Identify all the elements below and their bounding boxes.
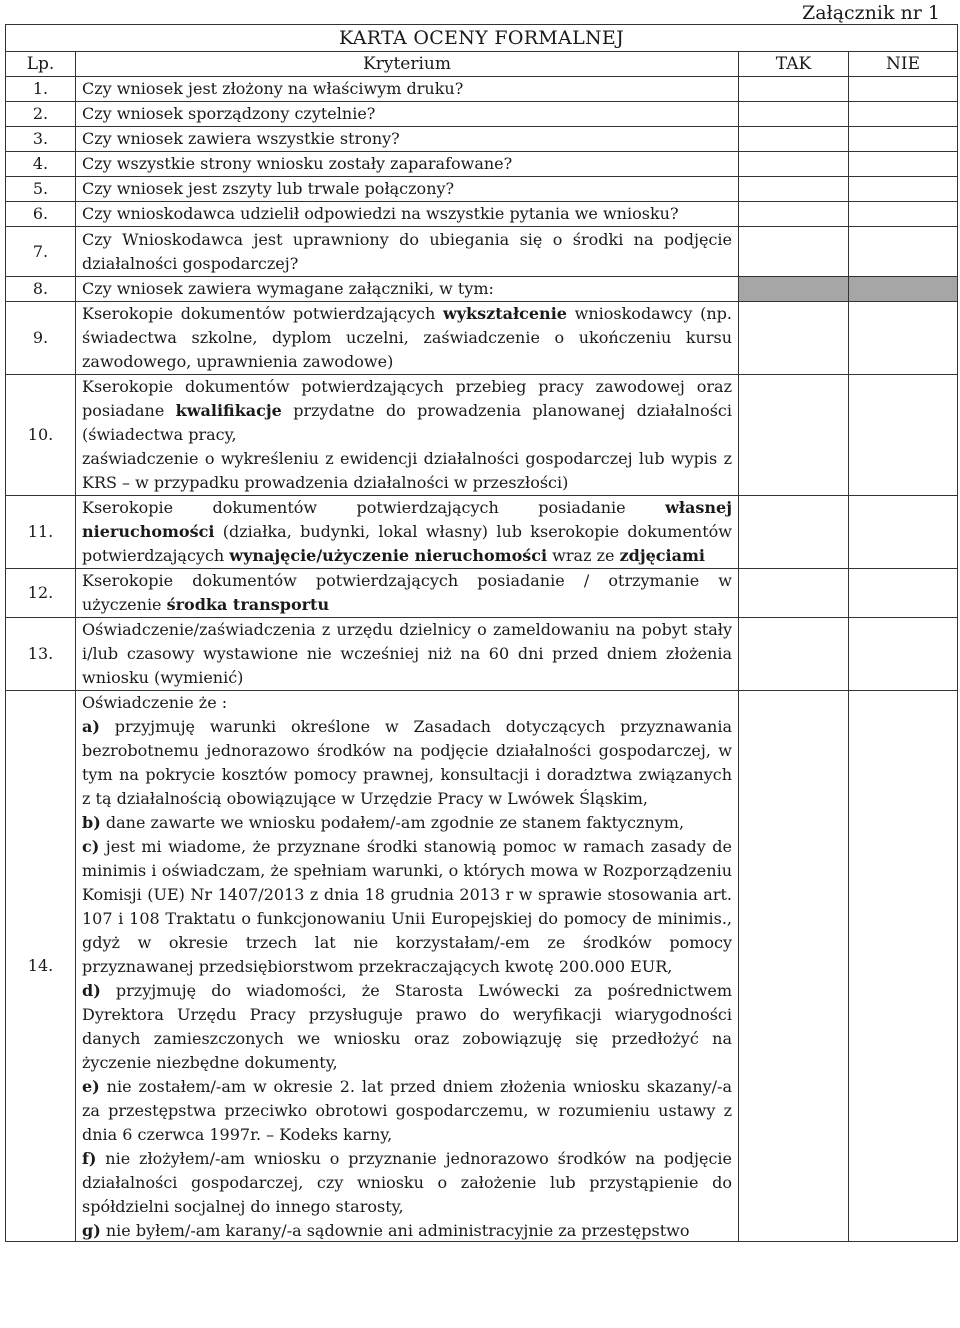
row-number: 12.: [6, 569, 76, 618]
formal-assessment-table: [5, 24, 958, 1242]
table-row: [6, 375, 958, 496]
keyword: zdjęciami: [619, 546, 705, 565]
table-row: [6, 227, 958, 277]
yes-cell[interactable]: [739, 618, 849, 691]
row-number: 8.: [6, 277, 76, 302]
table-row: [6, 127, 958, 152]
yes-cell[interactable]: [739, 302, 849, 375]
yes-cell[interactable]: [739, 127, 849, 152]
no-cell[interactable]: [849, 302, 958, 375]
no-cell[interactable]: [849, 496, 958, 569]
keyword: wykształcenie: [442, 304, 567, 323]
yes-cell[interactable]: [739, 691, 849, 1242]
table-row: [6, 569, 958, 618]
yes-cell[interactable]: [739, 569, 849, 618]
criterion-text: Czy wniosek jest złożony na właściwym druku?: [76, 77, 739, 102]
no-cell[interactable]: [849, 227, 958, 277]
criterion-text: Czy Wnioskodawca jest uprawniony do ubiegania się o środki na podjęcie działalności gospodarczej?: [76, 227, 739, 277]
table-row: [6, 177, 958, 202]
yes-cell[interactable]: [739, 152, 849, 177]
row-number: 13.: [6, 618, 76, 691]
criterion-text: Czy wniosek sporządzony czytelnie?: [76, 102, 739, 127]
yes-cell[interactable]: [739, 177, 849, 202]
keyword: kwalifikacje: [175, 401, 282, 420]
criterion-text: Czy wniosek jest zszyty lub trwale połączony?: [76, 177, 739, 202]
table-row: [6, 618, 958, 691]
no-cell[interactable]: [849, 77, 958, 102]
row-number: 2.: [6, 102, 76, 127]
no-cell[interactable]: [849, 569, 958, 618]
yes-cell[interactable]: [739, 375, 849, 496]
yes-cell[interactable]: [739, 496, 849, 569]
table-row: [6, 102, 958, 127]
criterion-text: Czy wniosek zawiera wymagane załączniki, w tym:: [76, 277, 739, 302]
yes-cell[interactable]: [739, 202, 849, 227]
table-row: [6, 691, 958, 1242]
criterion-text: Kserokopie dokumentów potwierdzających posiadanie własnej nieruchomości (działka, budynki, lokal własny) lub kserokopie dokumentów potwierdzających wynajęcie/użyczenie nieruchomości wraz ze zdjęciami: [76, 496, 739, 569]
header-row: [6, 52, 958, 77]
header-lp: Lp.: [6, 52, 76, 77]
title-row: [6, 25, 958, 52]
attachment-label: Załącznik nr 1: [802, 2, 940, 24]
criterion-text: Czy wniosek zawiera wszystkie strony?: [76, 127, 739, 152]
row-number: 5.: [6, 177, 76, 202]
table-row: [6, 302, 958, 375]
no-cell[interactable]: [849, 127, 958, 152]
row-number: 7.: [6, 227, 76, 277]
yes-cell-disabled: [739, 277, 849, 302]
yes-cell[interactable]: [739, 102, 849, 127]
criterion-text: Kserokopie dokumentów potwierdzających przebieg pracy zawodowej oraz posiadane kwalifikacje przydatne do prowadzenia planowanej działalności (świadectwa pracy, zaświadczenie o wykreśleniu z ewidencji działalności gospodarczej lub wypis z KRS – w przypadku prowadzenia działalności w przeszłości): [76, 375, 739, 496]
no-cell-disabled: [849, 277, 958, 302]
table-row: [6, 277, 958, 302]
no-cell[interactable]: [849, 691, 958, 1242]
criterion-text: Kserokopie dokumentów potwierdzających wykształcenie wnioskodawcy (np. świadectwa szkolne, dyplom uczelni, zaświadczenie o ukończeniu kursu zawodowego, uprawnienia zawodowe): [76, 302, 739, 375]
row-number: 4.: [6, 152, 76, 177]
criterion-text: Czy wnioskodawca udzielił odpowiedzi na wszystkie pytania we wniosku?: [76, 202, 739, 227]
row-number: 6.: [6, 202, 76, 227]
criterion-text: Czy wszystkie strony wniosku zostały zaparafowane?: [76, 152, 739, 177]
no-cell[interactable]: [849, 375, 958, 496]
row-number: 1.: [6, 77, 76, 102]
row-number: 11.: [6, 496, 76, 569]
no-cell[interactable]: [849, 152, 958, 177]
keyword: własnej nieruchomości: [82, 498, 732, 541]
header-criterion: Kryterium: [76, 52, 739, 77]
criterion-text: Kserokopie dokumentów potwierdzających posiadanie / otrzymanie w użyczenie środka transportu: [76, 569, 739, 618]
declaration-text: Oświadczenie że : a) przyjmuję warunki określone w Zasadach dotyczących przyznawania bezrobotnemu jednorazowo środków na podjęcie działalności gospodarczej, w tym na pokrycie kosztów pomocy prawnej, konsultacji i doradztwa związanych z tą działalnością obowiązujące w Urzędzie Pracy w Lwówek Śląskim, b) dane zawarte we wniosku podałem/-am zgodnie ze stanem faktycznym, c) jest mi wiadome, że przyznane środki stanowią pomoc w ramach zasady de minimis i oświadczam, że spełniam warunki, o których mowa w Rozporządzeniu Komisji (UE) Nr 1407/2013 z dnia 18 grudnia 2013 r w sprawie stosowania art. 107 i 108 Traktatu o funkcjonowaniu Unii Europejskiej do pomocy de minimis., gdyż w okresie trzech lat nie korzystałam/-em ze środków pomocy przyznawanej przedsiębiorstwom przekraczających kwotę 200.000 EUR, d) przyjmuję do wiadomości, że Starosta Lwówecki za pośrednictwem Dyrektora Urzędu Pracy przysługuje prawo do weryfikacji wiarygodności danych zamieszczonych we wniosku oraz zobowiązuję się przedłożyć na życzenie niezbędne dokumenty, e) nie zostałem/-am w okresie 2. lat przed dniem złożenia wniosku skazany/-a za przestępstwa przeciwko obrotowi gospodarczemu, w rozumieniu ustawy z dnia 6 czerwca 1997r. – Kodeks karny, f) nie złożyłem/-am wniosku o przyznanie jednorazowo środków na podjęcie działalności gospodarczej, czy wniosku o założenie lub przystąpienie do spółdzielni socjalnej do innego starosty, g) nie byłem/-am karany/-a sądownie ani administracyjnie za przestępstwo: [76, 691, 739, 1242]
header-yes: TAK: [739, 52, 849, 77]
criterion-text: Oświadczenie/zaświadczenia z urzędu dzielnicy o zameldowaniu na pobyt stały i/lub czasowy wystawione nie wcześniej niż na 60 dni przed dniem złożenia wniosku (wymienić): [76, 618, 739, 691]
table-row: [6, 202, 958, 227]
yes-cell[interactable]: [739, 227, 849, 277]
header-no: NIE: [849, 52, 958, 77]
yes-cell[interactable]: [739, 77, 849, 102]
row-number: 3.: [6, 127, 76, 152]
no-cell[interactable]: [849, 177, 958, 202]
table-row: [6, 496, 958, 569]
no-cell[interactable]: [849, 618, 958, 691]
keyword: wynajęcie/użyczenie nieruchomości: [229, 546, 548, 565]
no-cell[interactable]: [849, 202, 958, 227]
form-title: KARTA OCENY FORMALNEJ: [6, 25, 958, 52]
keyword: środka transportu: [166, 595, 330, 614]
table-row: [6, 152, 958, 177]
no-cell[interactable]: [849, 102, 958, 127]
row-number: 10.: [6, 375, 76, 496]
table-row: [6, 77, 958, 102]
row-number: 14.: [6, 691, 76, 1242]
row-number: 9.: [6, 302, 76, 375]
